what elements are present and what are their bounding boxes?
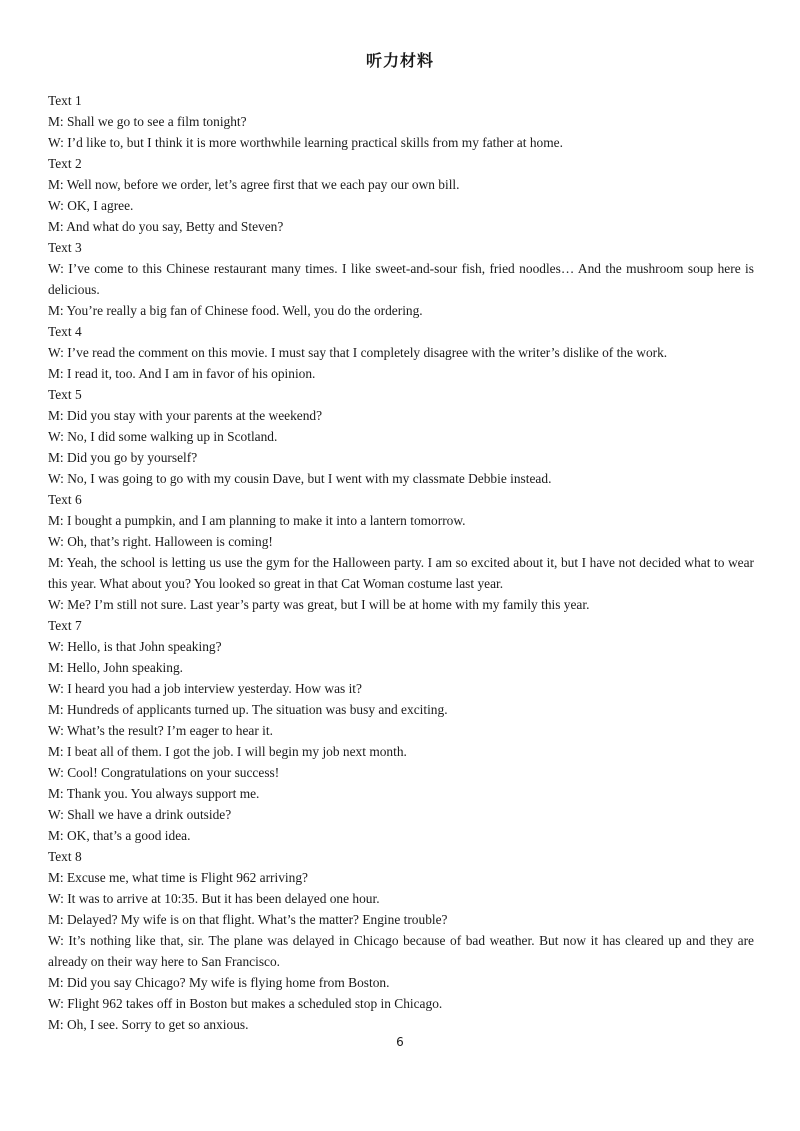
dialogue-line: M: Shall we go to see a film tonight? (48, 114, 247, 129)
section-heading: Text 2 (48, 156, 82, 171)
dialogue-line: M: Well now, before we order, let’s agree first that we each pay our own bill. (48, 177, 460, 192)
section-heading: Text 1 (48, 93, 82, 108)
section-heading: Text 7 (48, 618, 82, 633)
dialogue-line: M: Excuse me, what time is Flight 962 arriving? (48, 870, 308, 885)
transcript-body (48, 90, 754, 1035)
dialogue-line: M: Did you say Chicago? My wife is flying home from Boston. (48, 975, 390, 990)
dialogue-line: W: OK, I agree. (48, 198, 134, 213)
dialogue-line: W: I’ve read the comment on this movie. I must say that I completely disagree with the writer’s dislike of the work. (48, 345, 668, 360)
dialogue-line: M: Did you stay with your parents at the weekend? (48, 408, 323, 423)
dialogue-line: W: Cool! Congratulations on your success! (48, 765, 280, 780)
dialogue-line: M: Yeah, the school is letting us use the gym for the Halloween party. I am so excited about it, but I have not decided what to wear this year. What about you? You looked so great in that Cat Woman costume last year. (48, 555, 754, 591)
dialogue-line: W: It was to arrive at 10:35. But it has been delayed one hour. (48, 891, 380, 906)
dialogue-line: W: Hello, is that John speaking? (48, 639, 222, 654)
dialogue-line: M: I read it, too. And I am in favor of his opinion. (48, 366, 316, 381)
dialogue-line: M: I beat all of them. I got the job. I will begin my job next month. (48, 744, 407, 759)
dialogue-line: W: No, I was going to go with my cousin Dave, but I went with my classmate Debbie instead. (48, 471, 552, 486)
dialogue-line: M: And what do you say, Betty and Steven? (48, 219, 284, 234)
section-heading: Text 6 (48, 492, 82, 507)
dialogue-line: W: I’ve come to this Chinese restaurant many times. I like sweet-and-sour fish, fried noodles… And the mushroom soup here is delicious. (48, 261, 754, 297)
section-heading: Text 3 (48, 240, 82, 255)
section-heading: Text 8 (48, 849, 82, 864)
dialogue-line: M: Hundreds of applicants turned up. The situation was busy and exciting. (48, 702, 448, 717)
dialogue-line: W: I heard you had a job interview yesterday. How was it? (48, 681, 362, 696)
dialogue-line: W: Oh, that’s right. Halloween is coming! (48, 534, 273, 549)
dialogue-line: M: Oh, I see. Sorry to get so anxious. (48, 1017, 249, 1032)
page-title: 听力材料 (365, 51, 434, 70)
dialogue-line: W: I’d like to, but I think it is more worthwhile learning practical skills from my father at home. (48, 135, 563, 150)
section-heading: Text 5 (48, 387, 82, 402)
dialogue-line: M: Thank you. You always support me. (48, 786, 260, 801)
dialogue-line: M: Delayed? My wife is on that flight. What’s the matter? Engine trouble? (48, 912, 448, 927)
section-heading: Text 4 (48, 324, 82, 339)
dialogue-line: W: It’s nothing like that, sir. The plane was delayed in Chicago because of bad weather. But now it has cleared up and they are already on their way here to San Francisco. (48, 933, 754, 969)
dialogue-line: M: OK, that’s a good idea. (48, 828, 191, 843)
dialogue-line: W: What’s the result? I’m eager to hear it. (48, 723, 273, 738)
dialogue-line: M: You’re really a big fan of Chinese food. Well, you do the ordering. (48, 303, 423, 318)
dialogue-line: W: Flight 962 takes off in Boston but makes a scheduled stop in Chicago. (48, 996, 443, 1011)
dialogue-line: M: Hello, John speaking. (48, 660, 184, 675)
page-number: 6 (396, 1035, 404, 1049)
dialogue-line: W: No, I did some walking up in Scotland. (48, 429, 278, 444)
dialogue-line: M: Did you go by yourself? (48, 450, 198, 465)
dialogue-line: W: Shall we have a drink outside? (48, 807, 232, 822)
dialogue-line: M: I bought a pumpkin, and I am planning to make it into a lantern tomorrow. (48, 513, 466, 528)
dialogue-line: W: Me? I’m still not sure. Last year’s party was great, but I will be at home with my family this year. (48, 597, 590, 612)
